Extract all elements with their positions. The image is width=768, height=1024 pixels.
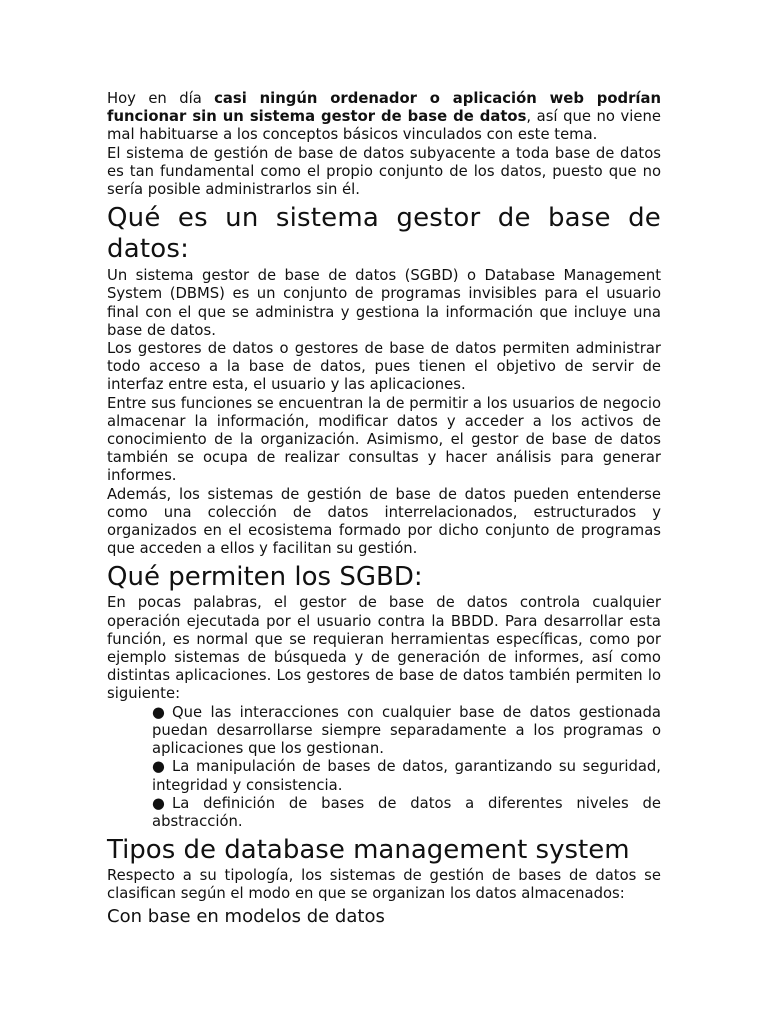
document-page [107,90,661,928]
bullet-icon: ● [152,703,165,721]
list-item-text: Que las interacciones con cualquier base de datos gestionada puedan desarrollarse siempre separadamente a los programas o aplicaciones que los gestionan. [152,703,661,758]
bullet-icon: ● [152,794,165,812]
section3-paragraph: Respecto a su tipología, los sistemas de gestión de bases de datos se clasifican según el modo en que se organizan los datos almacenados: [107,867,661,903]
list-item [152,758,661,794]
subheading-modelos-de-datos: Con base en modelos de datos [107,905,385,927]
intro-paragraph [107,90,661,145]
section1-paragraph-2: Los gestores de datos o gestores de base de datos permiten administrar todo acceso a la base de datos, pues tienen el objetivo de servir de interfaz entre esta, el usuario y las aplicaciones. [107,340,661,394]
bullet-list [107,704,661,831]
intro-bold-text: casi ningún ordenador o aplicación web podrían funcionar sin un sistema gestor de base de datos [107,90,661,126]
heading-que-permiten: Qué permiten los SGBD: [107,562,423,593]
section1-paragraph-1: Un sistema gestor de base de datos (SGBD) o Database Management System (DBMS) es un conjunto de programas invisibles para el usuario final con el que se administra y gestiona la información que incluye una base de datos. [107,267,661,339]
bullet-icon: ● [152,758,165,776]
list-item [152,795,661,831]
intro-paragraph-2: El sistema de gestión de base de datos subyacente a toda base de datos es tan fundamental como el propio conjunto de los datos, puesto que no sería posible administrarlos sin él. [107,144,661,199]
section1-paragraph-4: Además, los sistemas de gestión de base de datos pueden entenderse como una colección de datos interrelacionados, estructurados y organizados en el ecosistema formado por dicho conjunto de programas que acceden a ellos y facilitan su gestión. [107,485,661,558]
list-item [152,704,661,759]
heading-tipos: Tipos de database management system [107,835,630,866]
intro-lead: Hoy en día [107,90,215,107]
section1-paragraph-3: Entre sus funciones se encuentran la de permitir a los usuarios de negocio almacenar la información, modificar datos y acceder a los activos de conocimiento de la organización. Asimismo, el gestor de base de datos también se ocupa de realizar consultas y hacer análisis para generar informes. [107,394,661,485]
section2-paragraph: En pocas palabras, el gestor de base de datos controla cualquier operación ejecutada por el usuario contra la BBDD. Para desarrollar esta función, es normal que se requieran herramientas específicas, como por ejemplo sistemas de búsqueda y de generación de informes, así como distintas aplicaciones. Los gestores de base de datos también permiten lo siguiente: [107,594,661,703]
list-item-text: La manipulación de bases de datos, garantizando su seguridad, integridad y consistencia. [152,758,661,794]
list-item-text: La definición de bases de datos a diferentes niveles de abstracción. [152,794,661,830]
heading-que-es-sgbd: Qué es un sistema gestor de base de datos: [107,203,661,265]
intro-tail: , así que no viene mal habituarse a los conceptos básicos vinculados con este tema. [107,108,661,144]
